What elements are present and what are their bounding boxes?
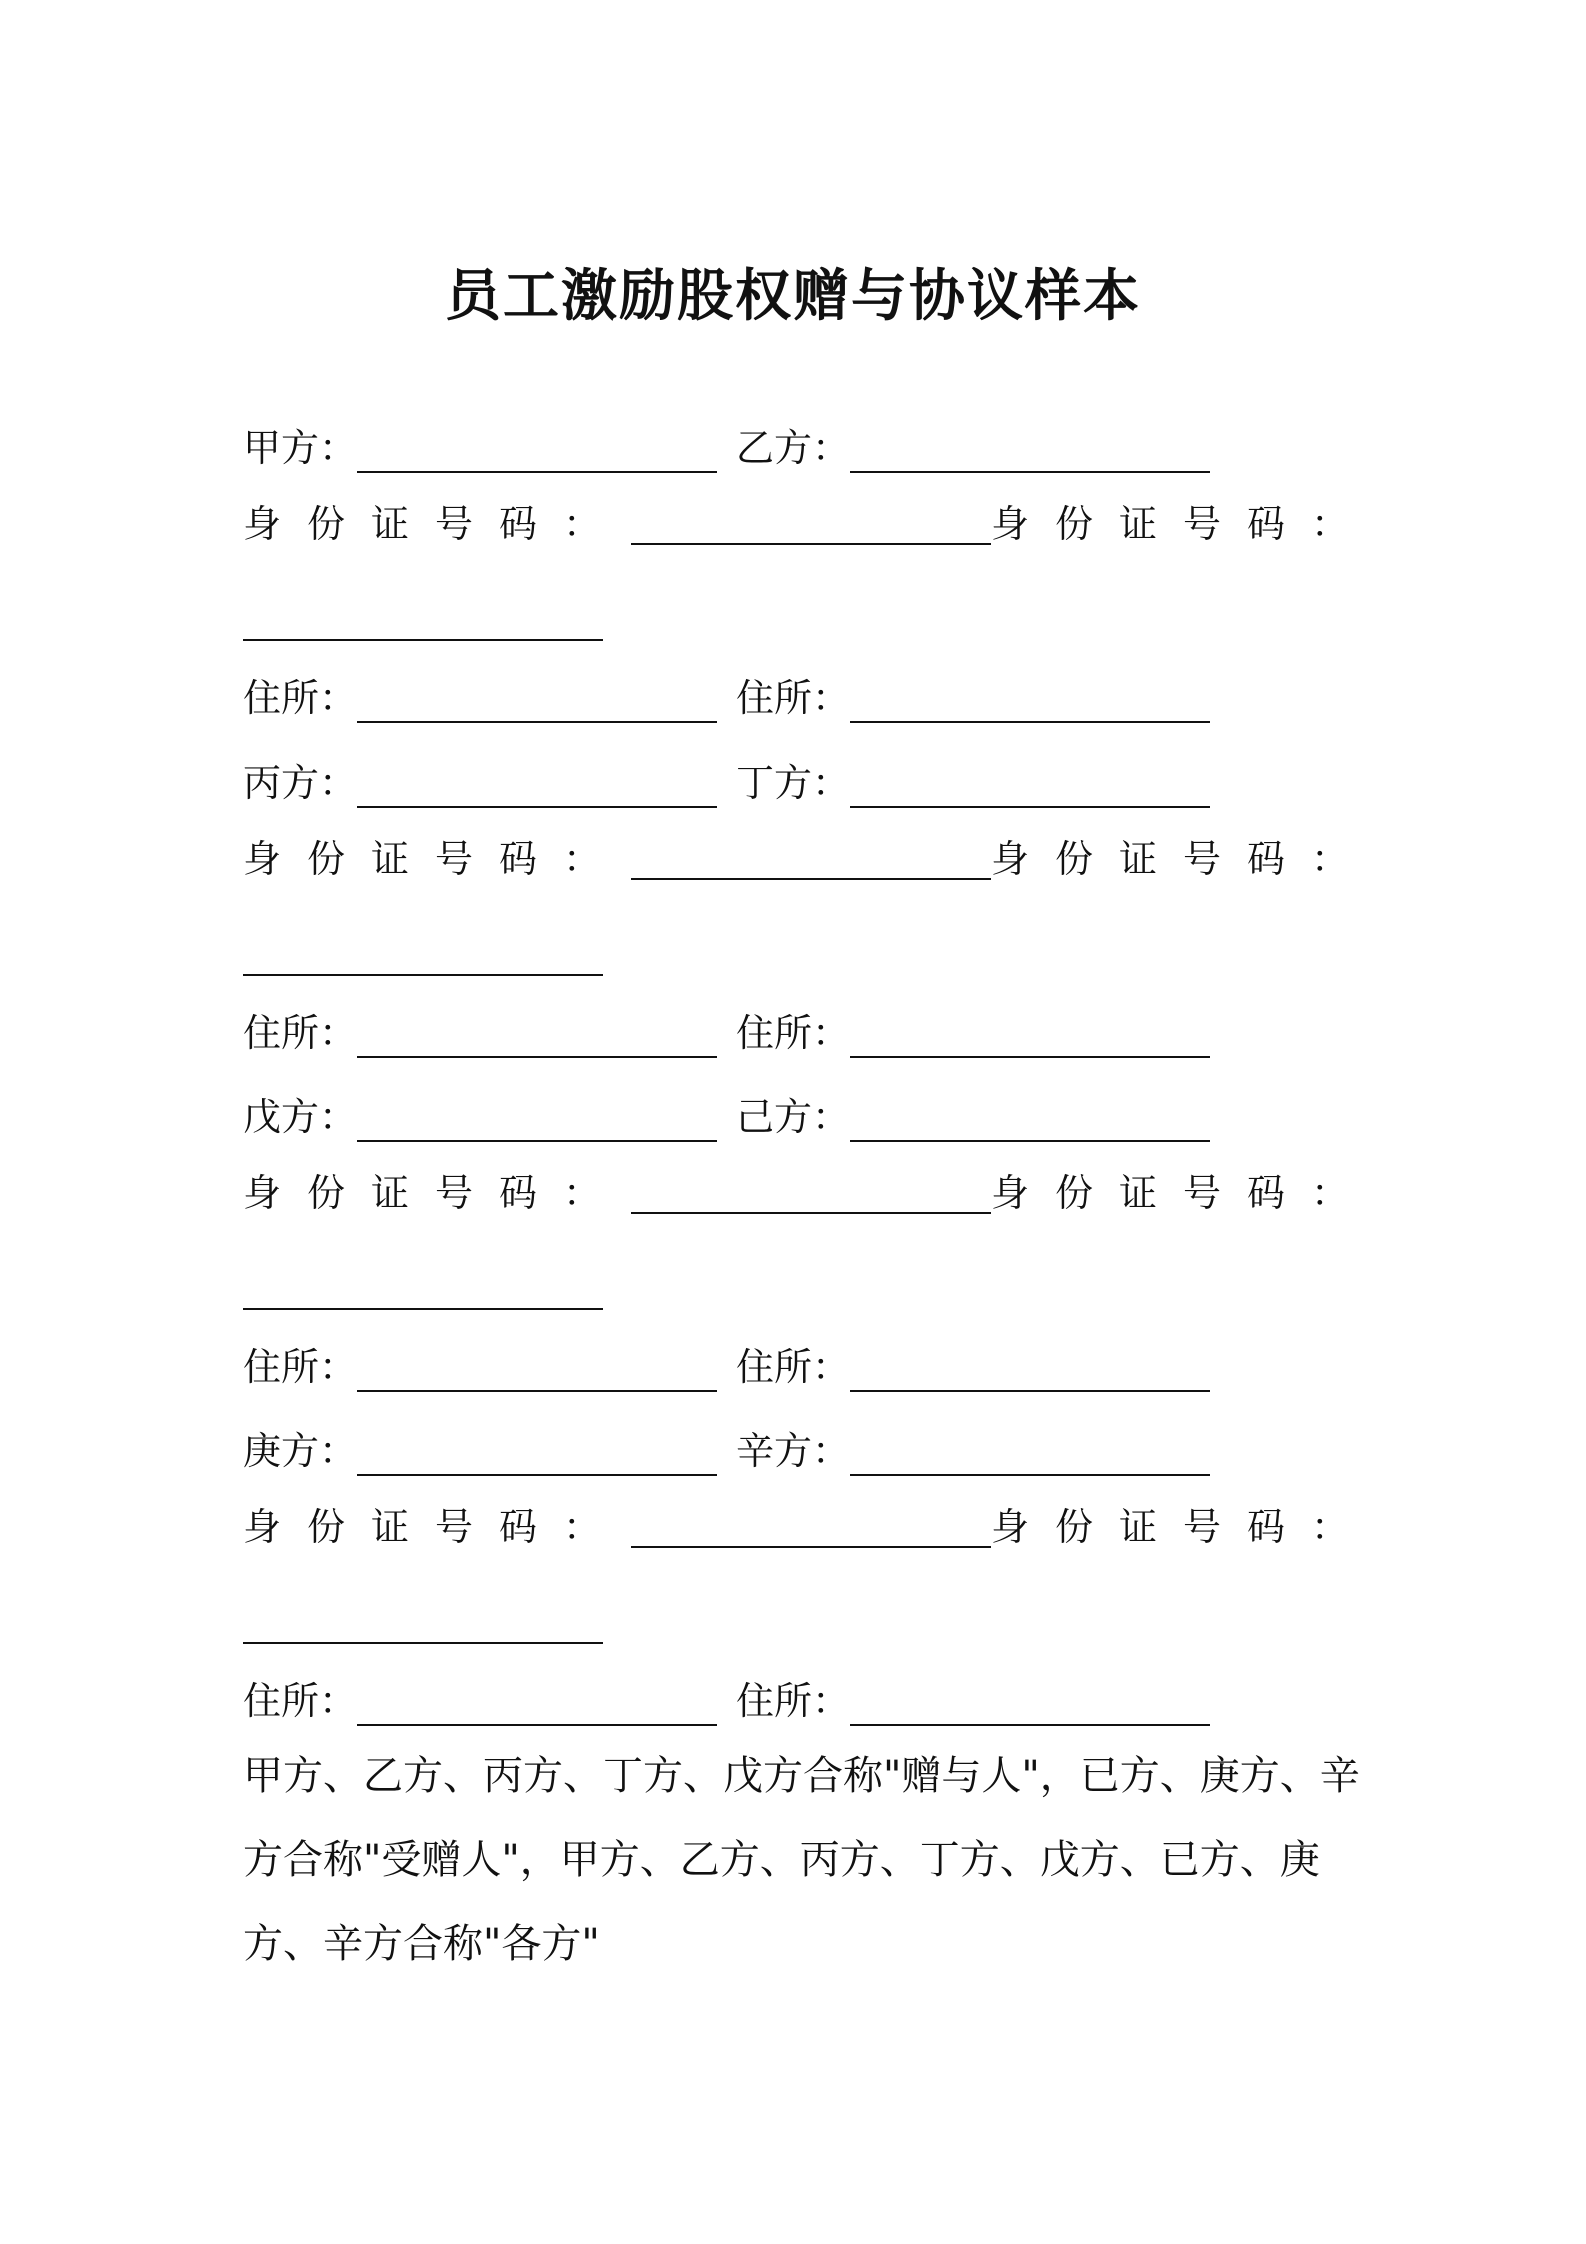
party-label: 甲方： bbox=[243, 426, 358, 470]
address-label: 住所： bbox=[736, 1011, 851, 1055]
address-left bbox=[243, 673, 717, 723]
address-label: 住所： bbox=[243, 1345, 358, 1389]
address-label: 住所： bbox=[736, 1679, 851, 1723]
address-field[interactable] bbox=[850, 681, 1210, 723]
address-field[interactable] bbox=[850, 1684, 1210, 1726]
id-label: 身份证号码： bbox=[991, 837, 1376, 881]
party-name-field[interactable] bbox=[357, 1434, 717, 1476]
id-row-continued bbox=[243, 926, 603, 976]
party-name-field[interactable] bbox=[357, 431, 717, 473]
id-label: 身份证号码： bbox=[991, 1171, 1376, 1215]
address-field[interactable] bbox=[357, 1016, 717, 1058]
address-label: 住所： bbox=[243, 1679, 358, 1723]
party-right bbox=[736, 758, 1210, 808]
party-label: 戊方： bbox=[243, 1095, 358, 1139]
id-label: 身份证号码： bbox=[243, 1171, 628, 1215]
address-label: 住所： bbox=[243, 676, 358, 720]
id-number-field[interactable] bbox=[631, 1172, 991, 1214]
id-label: 身份证号码： bbox=[243, 837, 628, 881]
id-label: 身份证号码： bbox=[991, 1505, 1376, 1549]
address-field[interactable] bbox=[850, 1350, 1210, 1392]
address-right bbox=[736, 673, 1210, 723]
address-field[interactable] bbox=[850, 1016, 1210, 1058]
id-number-field[interactable] bbox=[631, 838, 991, 880]
address-left bbox=[243, 1676, 717, 1726]
party-right bbox=[736, 1092, 1210, 1142]
id-label: 身份证号码： bbox=[991, 502, 1376, 546]
id-label: 身份证号码： bbox=[243, 1505, 628, 1549]
id-row-continued bbox=[243, 1260, 603, 1310]
address-field[interactable] bbox=[357, 1684, 717, 1726]
id-label: 身份证号码： bbox=[243, 502, 628, 546]
party-left bbox=[243, 1092, 717, 1142]
address-right bbox=[736, 1008, 1210, 1058]
party-label: 辛方： bbox=[736, 1429, 851, 1473]
address-left bbox=[243, 1342, 717, 1392]
id-number-field[interactable] bbox=[243, 934, 603, 976]
party-name-field[interactable] bbox=[850, 1434, 1210, 1476]
address-label: 住所： bbox=[736, 1345, 851, 1389]
address-right bbox=[736, 1676, 1210, 1726]
party-left bbox=[243, 758, 717, 808]
party-name-field[interactable] bbox=[357, 1100, 717, 1142]
id-number-field[interactable] bbox=[243, 1268, 603, 1310]
party-label: 丁方： bbox=[736, 761, 851, 805]
id-row-continued bbox=[243, 591, 603, 641]
party-right bbox=[736, 423, 1210, 473]
address-field[interactable] bbox=[357, 1350, 717, 1392]
party-label: 庚方： bbox=[243, 1429, 358, 1473]
id-row-continued bbox=[243, 1594, 603, 1644]
party-name-field[interactable] bbox=[850, 431, 1210, 473]
party-label: 己方： bbox=[736, 1095, 851, 1139]
id-number-field[interactable] bbox=[631, 503, 991, 545]
party-label: 乙方： bbox=[736, 426, 851, 470]
party-name-field[interactable] bbox=[850, 766, 1210, 808]
party-label: 丙方： bbox=[243, 761, 358, 805]
address-label: 住所： bbox=[243, 1011, 358, 1055]
address-right bbox=[736, 1342, 1210, 1392]
party-name-field[interactable] bbox=[357, 766, 717, 808]
id-number-field[interactable] bbox=[631, 1506, 991, 1548]
id-number-field[interactable] bbox=[243, 1602, 603, 1644]
document-title: 员工激励股权赠与协议样本 bbox=[445, 264, 1141, 329]
party-name-field[interactable] bbox=[850, 1100, 1210, 1142]
address-label: 住所： bbox=[736, 676, 851, 720]
party-right bbox=[736, 1426, 1210, 1476]
address-field[interactable] bbox=[357, 681, 717, 723]
id-number-field[interactable] bbox=[243, 599, 603, 641]
parties-statement: 甲方、乙方、丙方、丁方、戊方合称"赠与人"，已方、庚方、辛方合称"受赠人"，甲方、乙方、丙方、丁方、戊方、已方、庚方、辛方合称"各方" bbox=[243, 1753, 1360, 1967]
party-left bbox=[243, 423, 717, 473]
address-left bbox=[243, 1008, 717, 1058]
party-left bbox=[243, 1426, 717, 1476]
